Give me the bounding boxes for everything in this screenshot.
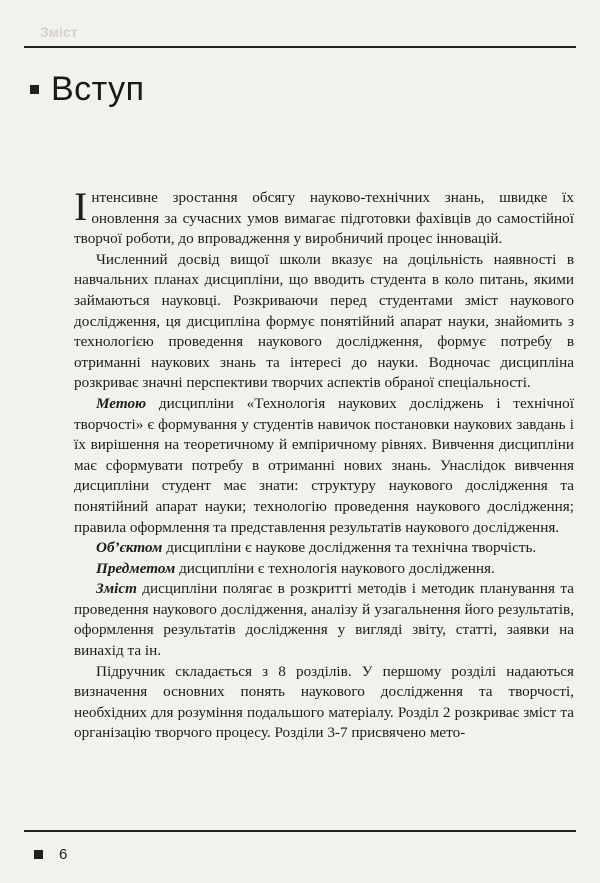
paragraph-content: Зміст дисципліни полягає в розкритті методів і методик планування та проведення наукового дослідження, аналізу й узагальнення його результатів, оформлення результатів дослідження у вигляді звіту, статті, заявки на винахід та ін. <box>74 580 574 660</box>
paragraph-structure: Підручник складається з 8 розділів. У першому розділі надаються визначення основних понять наукового дослідження та творчості, необхідних для розуміння подальшого матеріалу. Розділ 2 розкриває зміст та організацію творчого процесу. Розділи 3-7 присвячено мето- <box>74 662 574 742</box>
paragraph-object: Об’єктом дисципліни є наукове дослідження та технічна творчість. <box>96 539 537 557</box>
running-header <box>24 6 576 48</box>
paragraph-intro: Інтенсивне зростання обсягу науково-технічних знань, швидке їх оновлення за сучасних умов вимагає підготовки фахівців до самостійної творчої роботи, до впровадження у виробничий процес інновацій. <box>74 184 574 248</box>
section-heading <box>30 70 145 109</box>
body-text <box>74 184 574 744</box>
paragraph-goal: Метою дисципліни «Технологія наукових досліджень і технічної творчості» є формування у студентів навичок постановки наукових завдань і їх вирішення на теоретичному й емпіричному рівнях. Вивчення дисципліни має сформувати потребу в отриманні нових знань. Унаслідок вивчення дисципліни студент має знати: структуру наукового дослідження та понятійний апарат науки; технологію проведення наукового дослідження; правила оформлення та представлення результатів наукового дослідження. <box>74 394 574 536</box>
paragraph-subject: Предметом дисципліни є технологія наукового дослідження. <box>96 559 495 577</box>
footer-rule <box>24 830 576 832</box>
running-title: Зміст <box>40 24 78 40</box>
page-footer <box>34 846 67 863</box>
drop-cap: І <box>74 184 88 229</box>
term-object: Об’єктом <box>96 539 163 557</box>
paragraph-experience: Численний досвід вищої школи вказує на доцільність наявності в навчальних планах дисципліни, що вводить студента в коло питань, якими займаються науковці. Розкриваючи перед студентами зміст наукового дослідження, ця дисципліна формує понятійний апарат науки, знайомить з технологією проведення наукового дослідження, формує потребу в отриманні наукових знань та інтересі до науки. Водночас дисципліна розкриває значні перспективи творчих аспектів обраної спеціальності. <box>74 250 574 392</box>
term-content: Зміст <box>96 580 137 598</box>
bullet-square-icon <box>30 85 39 94</box>
term-subject: Предметом <box>96 559 176 577</box>
page-title: Вступ <box>51 70 145 108</box>
term-goal: Метою <box>96 394 147 412</box>
bullet-square-icon <box>34 850 43 859</box>
page-number: 6 <box>59 846 68 863</box>
